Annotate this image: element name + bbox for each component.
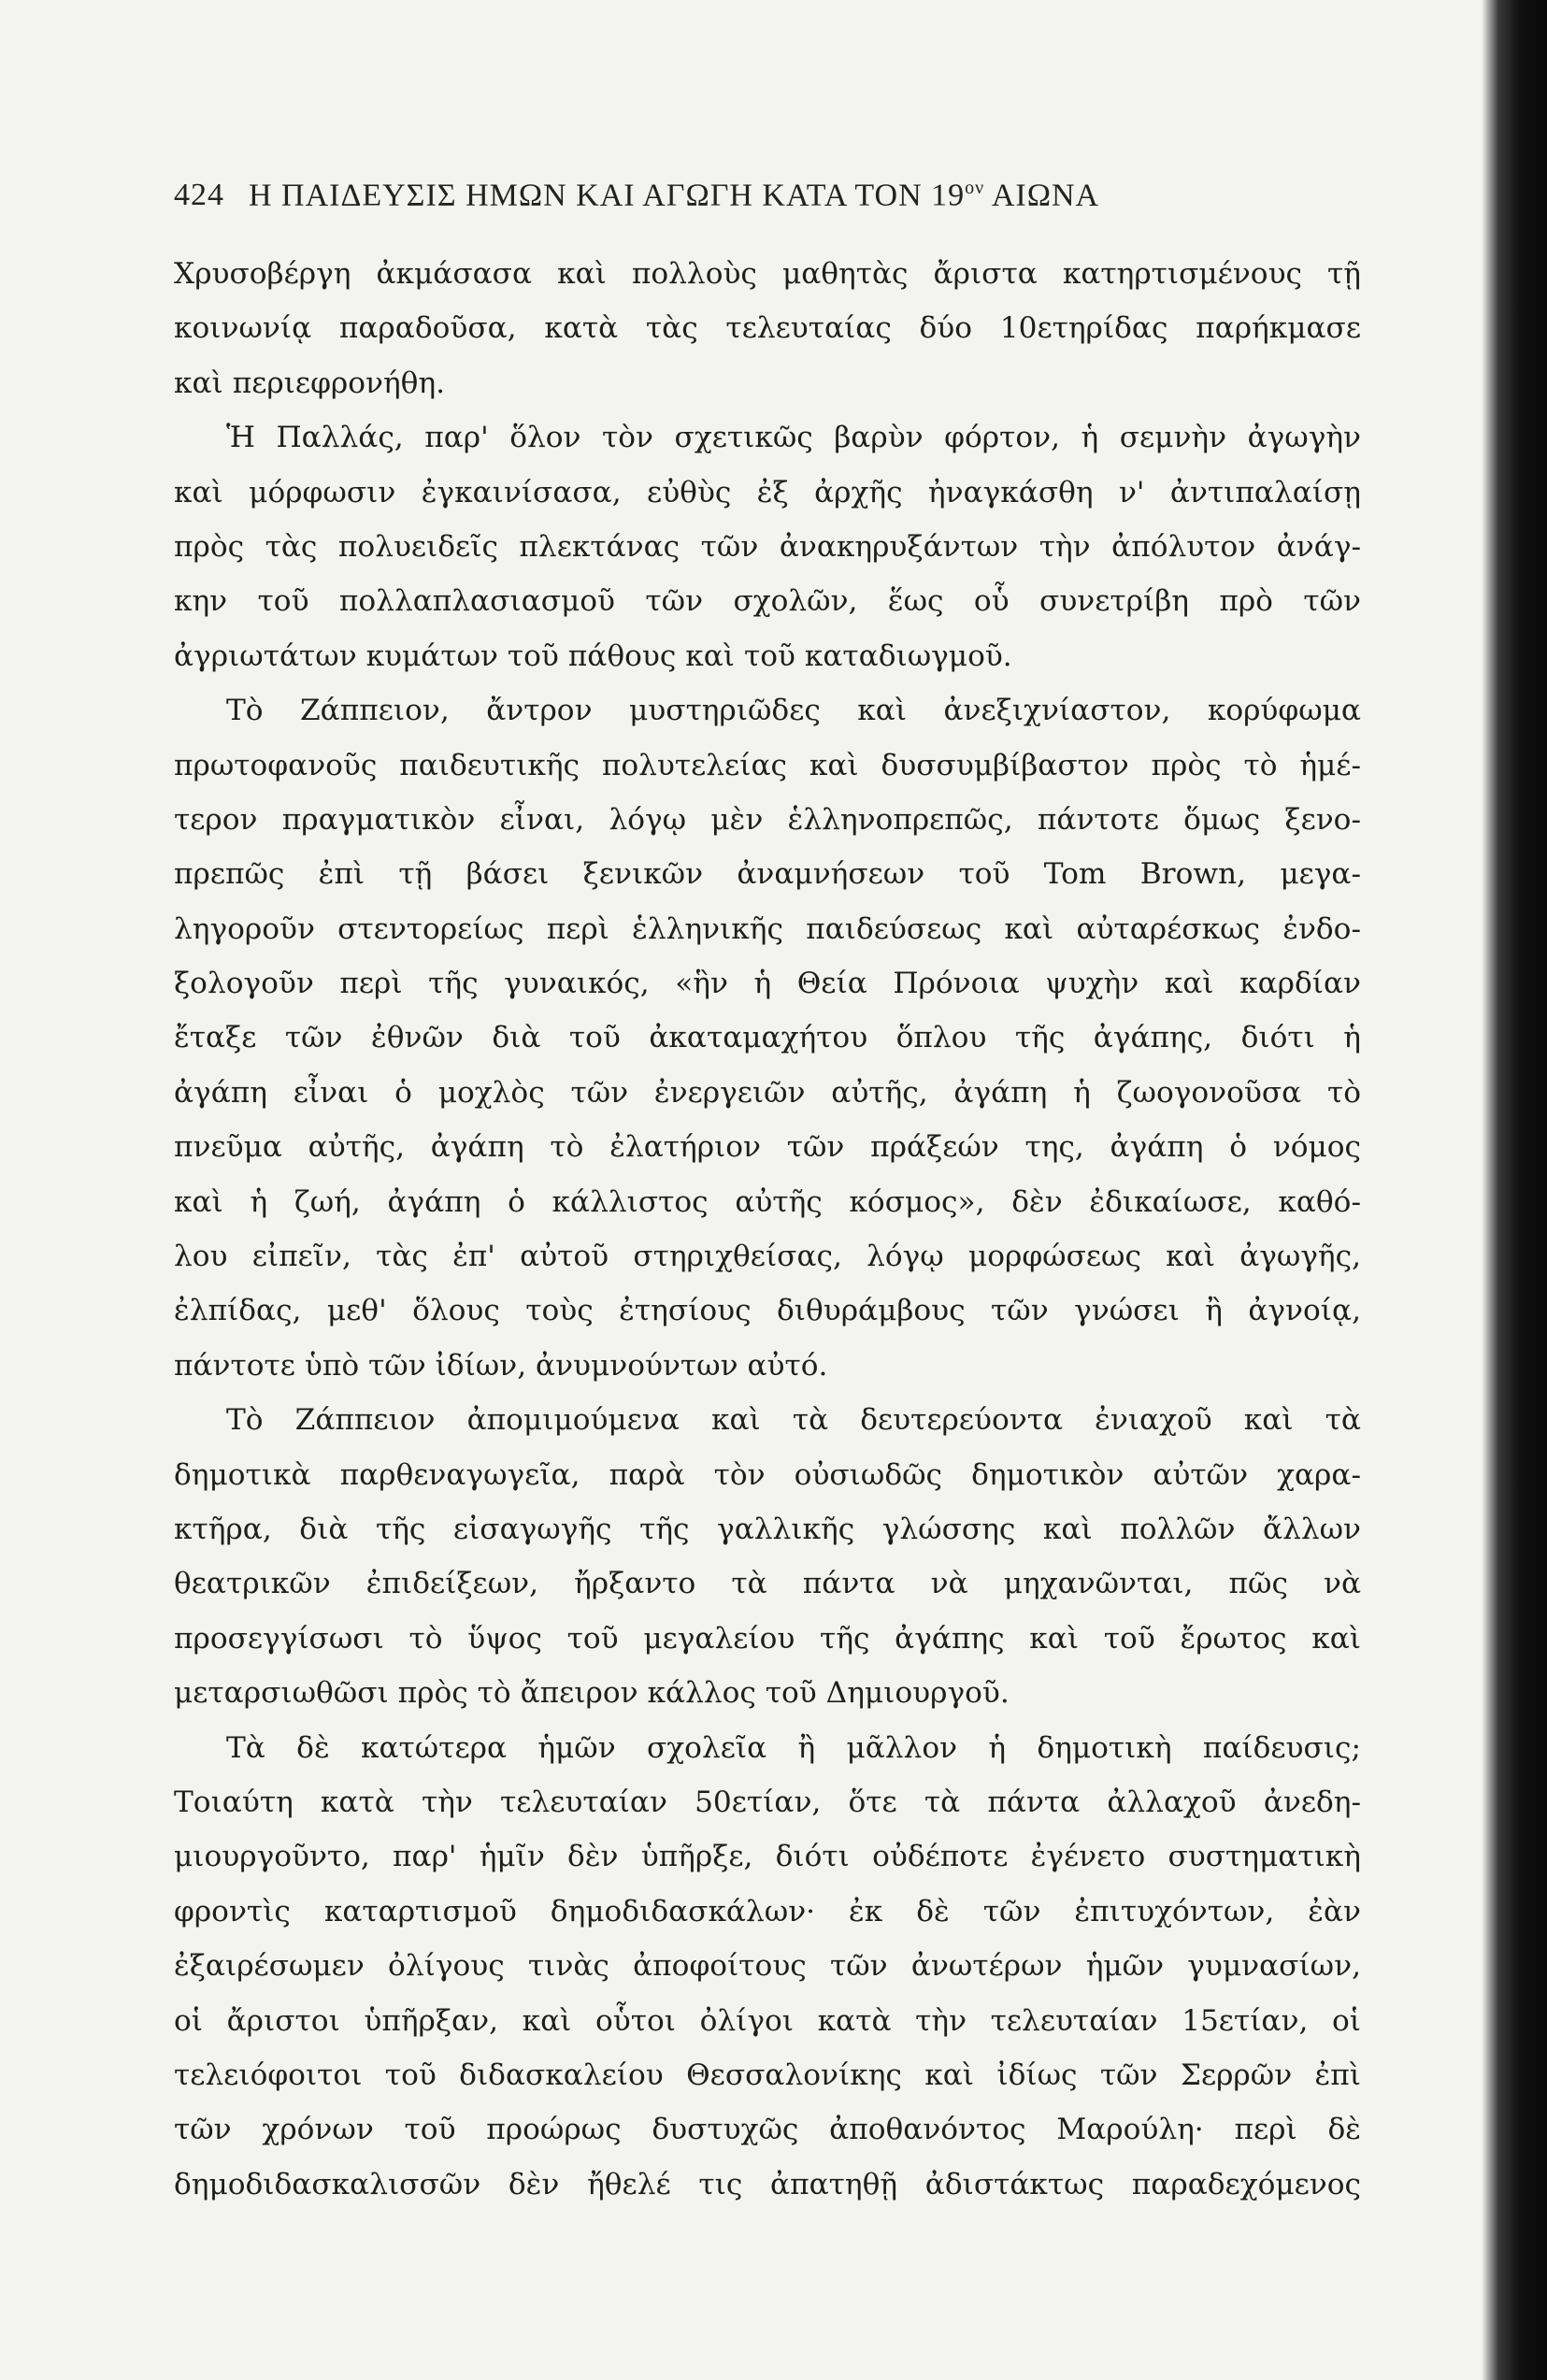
text-line: καὶ μόρφωσιν ἐγκαινίσασα, εὐθὺς ἐξ ἀρχῆς ἠναγκάσθη ν' ἀντιπαλαίσῃ <box>174 475 1361 509</box>
text-line: κην τοῦ πολλαπλασιασμοῦ τῶν σχολῶν, ἕως οὗ συνετρίβη πρὸ τῶν <box>174 584 1361 619</box>
text-line: πάντοτε ὑπὸ τῶν ἰδίων, ἀνυμνούντων αὐτό. <box>174 1348 828 1383</box>
text-line: τελειόφοιτοι τοῦ διδασκαλείου Θεσσαλονίκης καὶ ἰδίως τῶν Σερρῶν ἐπὶ <box>174 2057 1361 2092</box>
text-line: ληγοροῦν στεντορείως περὶ ἑλληνικῆς παιδεύσεως καὶ αὐταρέσκως ἐνδο- <box>174 911 1361 946</box>
text-line: καὶ περιεφρονήθη. <box>174 366 446 400</box>
text-line: τῶν χρόνων τοῦ προώρως δυστυχῶς ἀποθανόντος Μαρούλη· περὶ δὲ <box>174 2113 1361 2147</box>
text-line: φροντὶς καταρτισμοῦ δημοδιδασκάλων· ἐκ δὲ τῶν ἐπιτυχόντων, ἐὰν <box>174 1894 1361 1928</box>
text-line: λου εἰπεῖν, τὰς ἐπ' αὐτοῦ στηριχθείσας, λόγῳ μορφώσεως καὶ ἀγωγῆς, <box>174 1240 1361 1274</box>
text-line: Τὸ Ζάππειον, ἄντρον μυστηριῶδες καὶ ἀνεξιχνίαστον, κορύφωμα <box>226 694 1361 728</box>
text-line: θεατρικῶν ἐπιδείξεων, ἤρξαντο τὰ πάντα νὰ μηχανῶνται, πῶς νὰ <box>174 1567 1361 1601</box>
text-line: καὶ ἡ ζωή, ἀγάπη ὁ κάλλιστος αὐτῆς κόσμος», δὲν ἐδικαίωσε, καθό- <box>174 1184 1361 1219</box>
text-line: Ἡ Παλλάς, παρ' ὅλον τὸν σχετικῶς βαρὺν φόρτον, ἡ σεμνὴν ἀγωγὴν <box>226 421 1361 455</box>
text-line: ἀγριωτάτων κυμάτων τοῦ πάθους καὶ τοῦ καταδιωγμοῦ. <box>174 638 1012 673</box>
text-line: οἱ ἄριστοι ὑπῆρξαν, καὶ οὗτοι ὀλίγοι κατὰ τὴν τελευταίαν 15ετίαν, οἱ <box>174 2003 1361 2038</box>
text-line: ἐξαιρέσωμεν ὀλίγους τινὰς ἀποφοίτους τῶν ἀνωτέρων ἡμῶν γυμνασίων, <box>174 1949 1361 1984</box>
page-number: 424 <box>174 178 224 213</box>
text-line: προσεγγίσωσι τὸ ὕψος τοῦ μεγαλείου τῆς ἀγάπης καὶ τοῦ ἔρωτος καὶ <box>174 1621 1361 1656</box>
page-header <box>174 178 1361 234</box>
text-line: Τὰ δὲ κατώτερα ἡμῶν σχολεῖα ἢ μᾶλλον ἡ δημοτικὴ παίδευσις; <box>226 1730 1361 1765</box>
text-line: Τοιαύτη κατὰ τὴν τελευταίαν 50ετίαν, ὅτε τὰ πάντα ἀλλαχοῦ ἀνεδη- <box>174 1785 1361 1819</box>
text-line: Τὸ Ζάππειον ἀπομιμούμενα καὶ τὰ δευτερεύοντα ἐνιαχοῦ καὶ τὰ <box>226 1403 1361 1438</box>
book-page <box>174 178 1361 2212</box>
running-title: Η ΠΑΙΔΕΥΣΙΣ ΗΜΩΝ ΚΑΙ ΑΓΩΓΗ ΚΑΤΑ ΤΟΝ $19^{o\nu}$ ΑΙΩΝΑ <box>249 178 1100 213</box>
text-line: δημοδιδασκαλισσῶν δὲν ἤθελέ τις ἀπατηθῇ ἀδιστάκτως παραδεχόμενος <box>174 2167 1361 2201</box>
text-line: τερον πραγματικὸν εἶναι, λόγῳ μὲν ἑλληνοπρεπῶς, πάντοτε ὅμως ξενο- <box>174 802 1361 837</box>
text-line: κτῆρα, διὰ τῆς εἰσαγωγῆς τῆς γαλλικῆς γλώσσης καὶ πολλῶν ἄλλων <box>174 1512 1361 1546</box>
text-line: δημοτικὰ παρθεναγωγεῖα, παρὰ τὸν οὐσιωδῶς δημοτικὸν αὐτῶν χαρα- <box>174 1457 1361 1492</box>
text-line: πρωτοφανοῦς παιδευτικῆς πολυτελείας καὶ δυσσυμβίβαστον πρὸς τὸ ἡμέ- <box>174 748 1361 782</box>
text-line: πρεπῶς ἐπὶ τῇ βάσει ξενικῶν ἀναμνήσεων τοῦ Tom Brown, μεγα- <box>174 857 1361 892</box>
text-line: κοινωνίᾳ παραδοῦσα, κατὰ τὰς τελευταίας δύο 10ετηρίδας παρήκμασε <box>174 311 1361 346</box>
book-gutter-shadow <box>1482 0 1547 2380</box>
text-line: Χρυσοβέργη ἀκμάσασα καὶ πολλοὺς μαθητὰς ἄριστα κατηρτισμένους τῇ <box>174 257 1361 291</box>
text-line: ἔταξε τῶν ἐθνῶν διὰ τοῦ ἀκαταμαχήτου ὅπλου τῆς ἀγάπης, διότι ἡ <box>174 1021 1361 1055</box>
text-line: πρὸς τὰς πολυειδεῖς πλεκτάνας τῶν ἀνακηρυξάντων τὴν ἀπόλυτον ἀνάγ- <box>174 529 1361 564</box>
text-line: μεταρσιωθῶσι πρὸς τὸ ἄπειρον κάλλος τοῦ Δημιουργοῦ. <box>174 1676 1010 1711</box>
text-line: μιουργοῦντο, παρ' ἡμῖν δὲν ὑπῆρξε, διότι οὐδέποτε ἐγένετο συστηματικὴ <box>174 1840 1361 1874</box>
text-line: πνεῦμα αὐτῆς, ἀγάπη τὸ ἐλατήριον τῶν πράξεών της, ἀγάπη ὁ νόμος <box>174 1130 1361 1165</box>
text-line: ἀγάπη εἶναι ὁ μοχλὸς τῶν ἐνεργειῶν αὐτῆς, ἀγάπη ἡ ζωογονοῦσα τὸ <box>174 1075 1361 1110</box>
text-line: ἐλπίδας, μεθ' ὅλους τοὺς ἐτησίους διθυράμβους τῶν γνώσει ἢ ἀγνοίᾳ, <box>174 1294 1361 1328</box>
text-line: ξολογοῦν περὶ τῆς γυναικός, «ἣν ἡ Θεία Πρόνοια ψυχὴν καὶ καρδίαν <box>174 967 1361 1001</box>
body-text <box>174 247 1361 2212</box>
